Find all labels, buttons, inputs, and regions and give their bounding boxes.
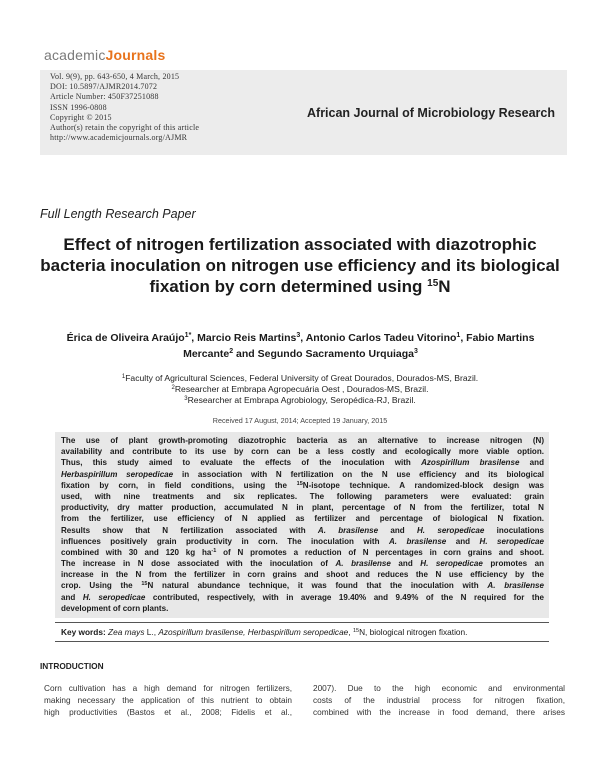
species-name: A. brasilense	[317, 525, 379, 535]
body-line: 2007). Due to the high economic and environmental	[313, 684, 565, 693]
abstract-text: influences positively grain productivity in corn. The inoculation with	[61, 536, 389, 546]
species-name: A. brasilense	[335, 559, 391, 569]
abstract-text: Results show that N fertilization associated with	[61, 525, 318, 535]
meta-article-number: Article Number: 450F37251088	[50, 92, 159, 102]
abstract	[61, 435, 544, 614]
abstract-line	[61, 558, 544, 569]
author-affil-marker: 1	[456, 332, 461, 339]
abstract-text: from the fertilizer, use efficiency of N applied as fertilizer and percentage of biological N fixation.	[61, 514, 544, 524]
abstract-text: crop. Using the	[61, 581, 142, 591]
body-line: combined with the increase in food demand, there arises	[313, 707, 565, 717]
abstract-text: contributed, respectively, with in average 19.40% and 9.49% of the N required for the	[145, 592, 544, 602]
logo-text-journals: Journals	[105, 47, 166, 63]
keywords-bottom-rule	[55, 641, 549, 642]
affil-number: 3	[184, 395, 188, 402]
isotope-superscript: 15	[352, 628, 360, 634]
species-name: H. seropedicae	[417, 525, 485, 535]
abstract-text: availability and contribute to its use by corn can be a less costly and ecologically more viable option.	[61, 447, 544, 457]
author-separator: ,	[191, 332, 198, 344]
abstract-text: Thus, this study aimed to evaluate the effects of the inoculation with	[61, 458, 422, 468]
abstract-text: promotes an	[482, 559, 544, 569]
abstract-text: fixation by corn, in field conditions, using the	[61, 480, 297, 490]
meta-rights: Author(s) retain the copyright of this article	[50, 123, 200, 133]
abstract-line	[61, 569, 544, 580]
author-list	[48, 330, 553, 362]
affiliation-1	[40, 373, 560, 384]
article-metadata	[50, 72, 199, 143]
abstract-text: and	[519, 458, 544, 468]
keywords	[61, 627, 467, 637]
species-name: H. seropedicae	[420, 559, 483, 569]
author-separator: and	[233, 348, 258, 360]
species-name: H. seropedicae	[82, 592, 146, 602]
author-name: Antonio Carlos Tadeu Vitorino	[305, 332, 457, 344]
affil-text: Researcher at Embrapa Agrobiology, Seropédica-RJ, Brazil.	[187, 394, 416, 405]
abstract-line	[61, 592, 544, 603]
abstract-line	[61, 580, 544, 591]
abstract-text: combined with 30 and 120 kg ha	[61, 547, 212, 557]
body-line: high productivities (Bastos et al., 2008; Fidelis et al.,	[44, 707, 292, 717]
abstract-text: used, with nine treatments and six replicates. The following parameters were evaluated: grain	[61, 491, 544, 501]
author-name: Marcio Reis Martins	[197, 332, 297, 344]
abstract-line	[61, 502, 544, 513]
body-line: Corn cultivation has a high demand for nitrogen fertilizers,	[44, 684, 292, 693]
keyword-species: Azospirillum brasilense, Herbaspirillum seropedicae	[158, 627, 349, 637]
species-name: Azospirillum brasilense	[421, 458, 520, 468]
author-affil-marker: 3	[296, 332, 301, 339]
title-end: N	[438, 277, 451, 296]
keywords-label: Key words:	[61, 627, 106, 637]
abstract-text: and	[390, 559, 421, 569]
paper-type: Full Length Research Paper	[40, 207, 196, 221]
unit-superscript: -1	[211, 547, 217, 554]
keyword-text: L.,	[144, 627, 159, 637]
author-affil-marker: 2	[229, 348, 234, 355]
abstract-text: of N promotes a reduction of N percentages in corn grains and shoot.	[216, 547, 544, 557]
title-text: Effect of nitrogen fertilization associated with diazotrophic bacteria inoculation on nitrogen use efficiency and its biological fixation by corn determined using	[40, 235, 560, 296]
abstract-line	[61, 446, 544, 457]
keyword-species: Zea mays	[105, 627, 145, 637]
abstract-text: development of corn plants.	[61, 603, 169, 613]
affiliation-3	[40, 395, 560, 406]
abstract-line	[61, 469, 544, 480]
section-heading-introduction: INTRODUCTION	[40, 661, 104, 671]
affil-number: 2	[171, 384, 175, 391]
author-affil-marker: 1*	[184, 332, 192, 339]
body-line: making necessary the application of this nutrient to obtain	[44, 695, 292, 705]
abstract-line	[61, 536, 544, 547]
journal-name: African Journal of Microbiology Research	[307, 106, 555, 120]
abstract-line	[61, 513, 544, 524]
species-name: H. seropedicae	[479, 536, 544, 546]
species-name: Herbaspirillum seropedicae	[61, 469, 174, 479]
keyword-text: ,	[348, 627, 353, 637]
abstract-text: The use of plant growth-promoting diazotrophic bacteria as an alternative to increase nitrogen (N)	[61, 436, 544, 445]
meta-doi: DOI: 10.5897/AJMR2014.7072	[50, 82, 158, 92]
meta-copyright: Copyright © 2015	[50, 112, 112, 122]
species-name: A. brasilense	[388, 536, 447, 546]
meta-url[interactable]: http://www.academicjournals.org/AJMR	[50, 133, 188, 143]
abstract-text: productivity, dry matter production, accumulated N in plant, percentage of N from the fertilizer, total N	[61, 503, 544, 513]
abstract-line	[61, 480, 544, 491]
abstract-text: and	[378, 525, 417, 535]
meta-issn: ISSN 1996-0808	[50, 102, 107, 112]
abstract-text: N natural abundance technique, it was found that the inoculation with	[147, 581, 488, 591]
abstract-text: and	[446, 536, 480, 546]
keyword-text: N, biological nitrogen fixation.	[359, 627, 468, 637]
abstract-text: in association with N fertilization on the N use efficiency and its biological	[173, 469, 544, 479]
abstract-text: N-isotope technique. A randomized-block design was	[302, 480, 544, 490]
author-name: Fabio Martins Mercante	[183, 332, 535, 360]
abstract-line	[61, 603, 544, 614]
author-affil-marker: 3	[414, 348, 418, 355]
intro-column-right	[313, 683, 565, 719]
isotope-superscript: 15	[296, 480, 303, 487]
intro-column-left	[44, 683, 292, 719]
species-name: A. brasilense	[487, 581, 544, 591]
logo-text-academic: academic	[44, 47, 106, 63]
abstract-text: increase in the N from the fertilizer in corn grains and shoot and reduces the N use efficiency by the	[61, 570, 544, 580]
author-name: Segundo Sacramento Urquiaga	[257, 348, 414, 360]
affiliations	[40, 373, 560, 405]
affil-text: Faculty of Agricultural Sciences, Federal University of Great Dourados, Dourados-MS, Brazil.	[125, 373, 479, 383]
author-separator: ,	[460, 332, 467, 344]
affil-number: 1	[121, 374, 126, 380]
isotope-superscript: 15	[141, 581, 148, 588]
publisher-logo	[44, 47, 165, 63]
body-line: costs of the industrial process for nitrogen fixation,	[313, 695, 565, 705]
abstract-text: The increase in N dose associated with the inoculation of	[61, 559, 336, 569]
received-dates: Received 17 August, 2014; Accepted 19 January, 2015	[212, 416, 388, 425]
affil-text: Researcher at Embrapa Agropecuária Oest , Dourados-MS, Brazil.	[174, 383, 429, 394]
abstract-text: and	[61, 592, 83, 602]
abstract-text: inoculations	[484, 525, 544, 535]
affiliation-2	[40, 384, 560, 395]
abstract-line	[61, 457, 544, 468]
title-superscript: 15	[427, 278, 439, 289]
abstract-line	[61, 525, 544, 536]
author-name: Érica de Oliveira Araújo	[66, 332, 185, 344]
abstract-line	[61, 491, 544, 502]
meta-volume: Vol. 9(9), pp. 643-650, 4 March, 2015	[50, 72, 180, 81]
author-separator: ,	[300, 332, 306, 344]
abstract-line	[61, 435, 544, 446]
paper-title	[32, 234, 568, 297]
abstract-line	[61, 547, 544, 558]
keywords-top-rule	[55, 622, 549, 623]
